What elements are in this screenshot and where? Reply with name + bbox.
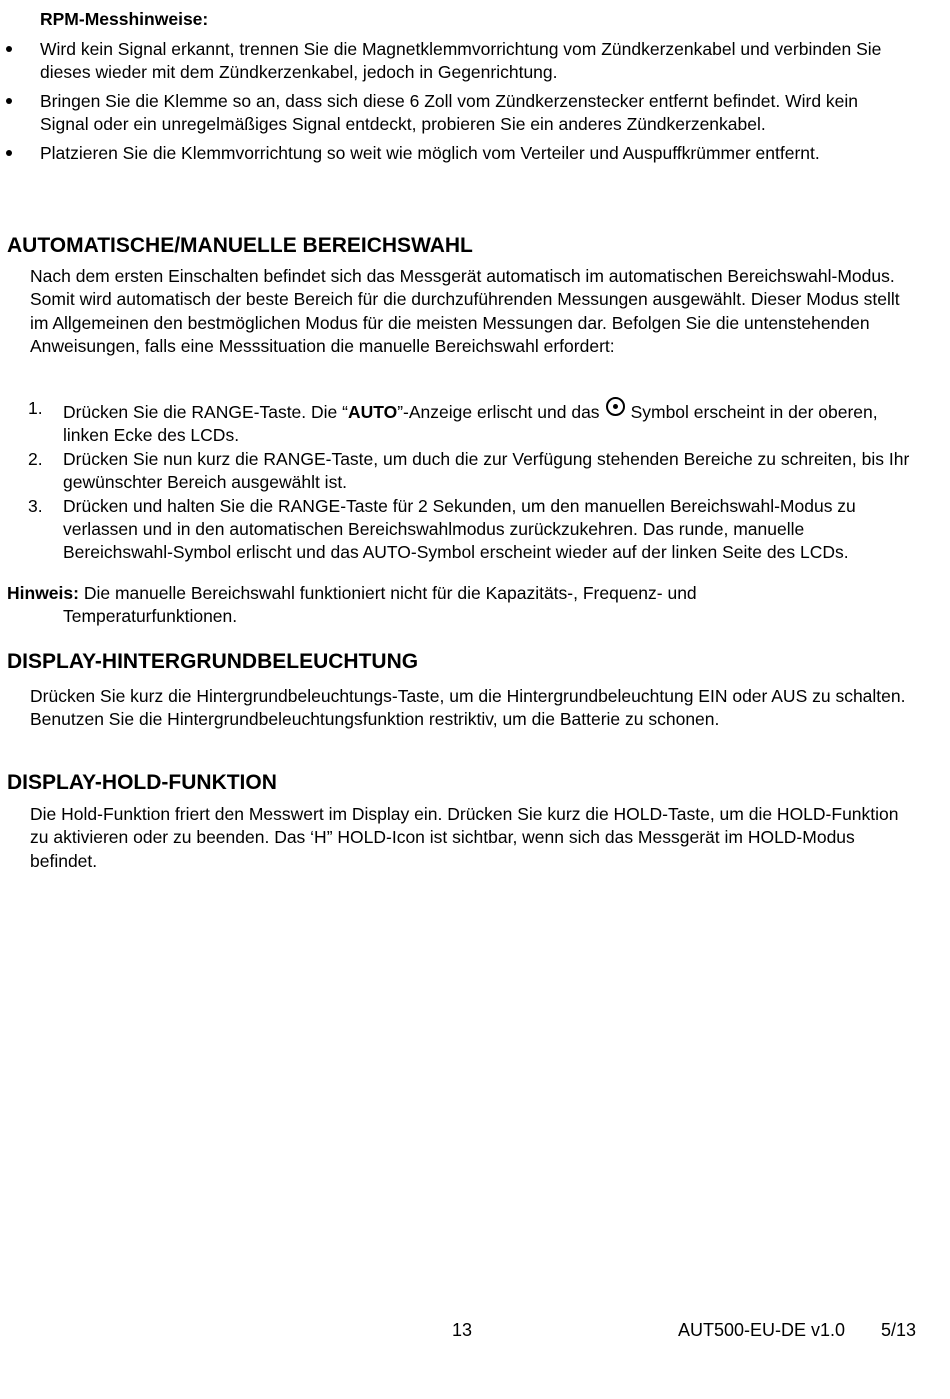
step-text: Drücken und halten Sie die RANGE-Taste für 2 Sekunden, um den manuellen Bereichswahl-Modus zu verlassen und in den automatischen Bereichswahlmodus zurückzukehren. Das runde, manuelle Bereichswahl-Symbol erlischt und das AUTO-Symbol erscheint wieder auf der linken Seite des LCDs. [63,495,856,563]
step-number: 1. [28,398,43,418]
hold-heading: DISPLAY-HOLD-FUNKTION [7,771,277,794]
list-item [0,38,900,85]
range-steps-list [0,397,950,565]
note-label: Hinweis: [7,583,79,603]
list-item [0,142,900,165]
manual-range-icon [606,397,625,416]
auto-range-intro: Nach dem ersten Einschalten befindet sich das Messgerät automatisch im automatischen Bereichswahl-Modus. Somit wird automatisch der beste Bereich für die durchzuführenden Messungen ausgewählt. Dieser Modus stellt im Allgemeinen den bestmöglichen Modus für die meisten Messungen dar. Befolgen Sie die untenstehenden Anweisungen, falls eine Messsituation die manuelle Bereichswahl erfordert: [30,266,900,357]
list-item-text: Platzieren Sie die Klemmvorrichtung so weit wie möglich vom Verteiler und Auspuffkrümmer entfernt. [40,142,820,163]
list-item [0,397,913,448]
rpm-notes-list [0,38,950,170]
auto-range-heading: AUTOMATISCHE/MANUELLE BEREICHSWAHL [7,234,473,257]
list-item [0,448,913,495]
list-item-text: Wird kein Signal erkannt, trennen Sie die Magnetklemmvorrichtung vom Zündkerzenkabel und verbinden Sie dieses wieder mit dem Zündkerzenkabel, jedoch in Gegenrichtung. [40,39,882,83]
bullet-icon [6,150,12,156]
bullet-icon [6,46,12,52]
bullet-icon [6,98,12,104]
backlight-text: Drücken Sie kurz die Hintergrundbeleuchtungs-Taste, um die Hintergrundbeleuchtung EIN oder AUS zu schalten. Benutzen Sie die Hintergrundbeleuchtungsfunktion restriktiv, um die Batterie zu schonen. [30,686,906,730]
step-text: Drücken Sie nun kurz die RANGE-Taste, um duch die zur Verfügung stehenden Bereiche zu schreiten, bis Ihr gewünschter Bereich ausgewählt ist. [63,448,910,493]
rpm-notes-heading: RPM-Messhinweise: [40,9,209,29]
backlight-heading: DISPLAY-HINTERGRUNDBELEUCHTUNG [7,650,419,673]
step-text: ”-Anzeige erlischt und das [397,402,600,422]
step-number: 2. [28,448,43,469]
note-text-continued: Temperaturfunktionen. [63,606,238,626]
list-item-text: Bringen Sie die Klemme so an, dass sich diese 6 Zoll vom Zündkerzenstecker entfernt befindet. Wird kein Signal oder ein unregelmäßiges Signal entdeckt, probieren Sie ein anderes Zündkerzenkabel. [40,90,859,135]
step-text: Symbol erscheint in der oberen, linken Ecke des LCDs. [63,402,878,446]
list-item [0,495,913,565]
list-item [0,90,900,137]
document-id: AUT500-EU-DE v1.0 [678,1320,846,1340]
page-number: 13 [452,1320,473,1340]
note-text: Die manuelle Bereichswahl funktioniert nicht für die Kapazitäts-, Frequenz- und [83,583,697,603]
step-text: Drücken Sie die RANGE-Taste. Die “ [63,402,348,422]
range-note [7,582,887,605]
step-number: 3. [28,495,43,516]
auto-label: AUTO [347,402,398,422]
page-count: 5/13 [881,1320,917,1340]
hold-text: Die Hold-Funktion friert den Messwert im Display ein. Drücken Sie kurz die HOLD-Taste, um die HOLD-Funktion zu aktivieren oder zu beenden. Das ‘H” HOLD-Icon ist sichtbar, wenn sich das Messgerät im HOLD-Modus befindet. [30,804,899,871]
